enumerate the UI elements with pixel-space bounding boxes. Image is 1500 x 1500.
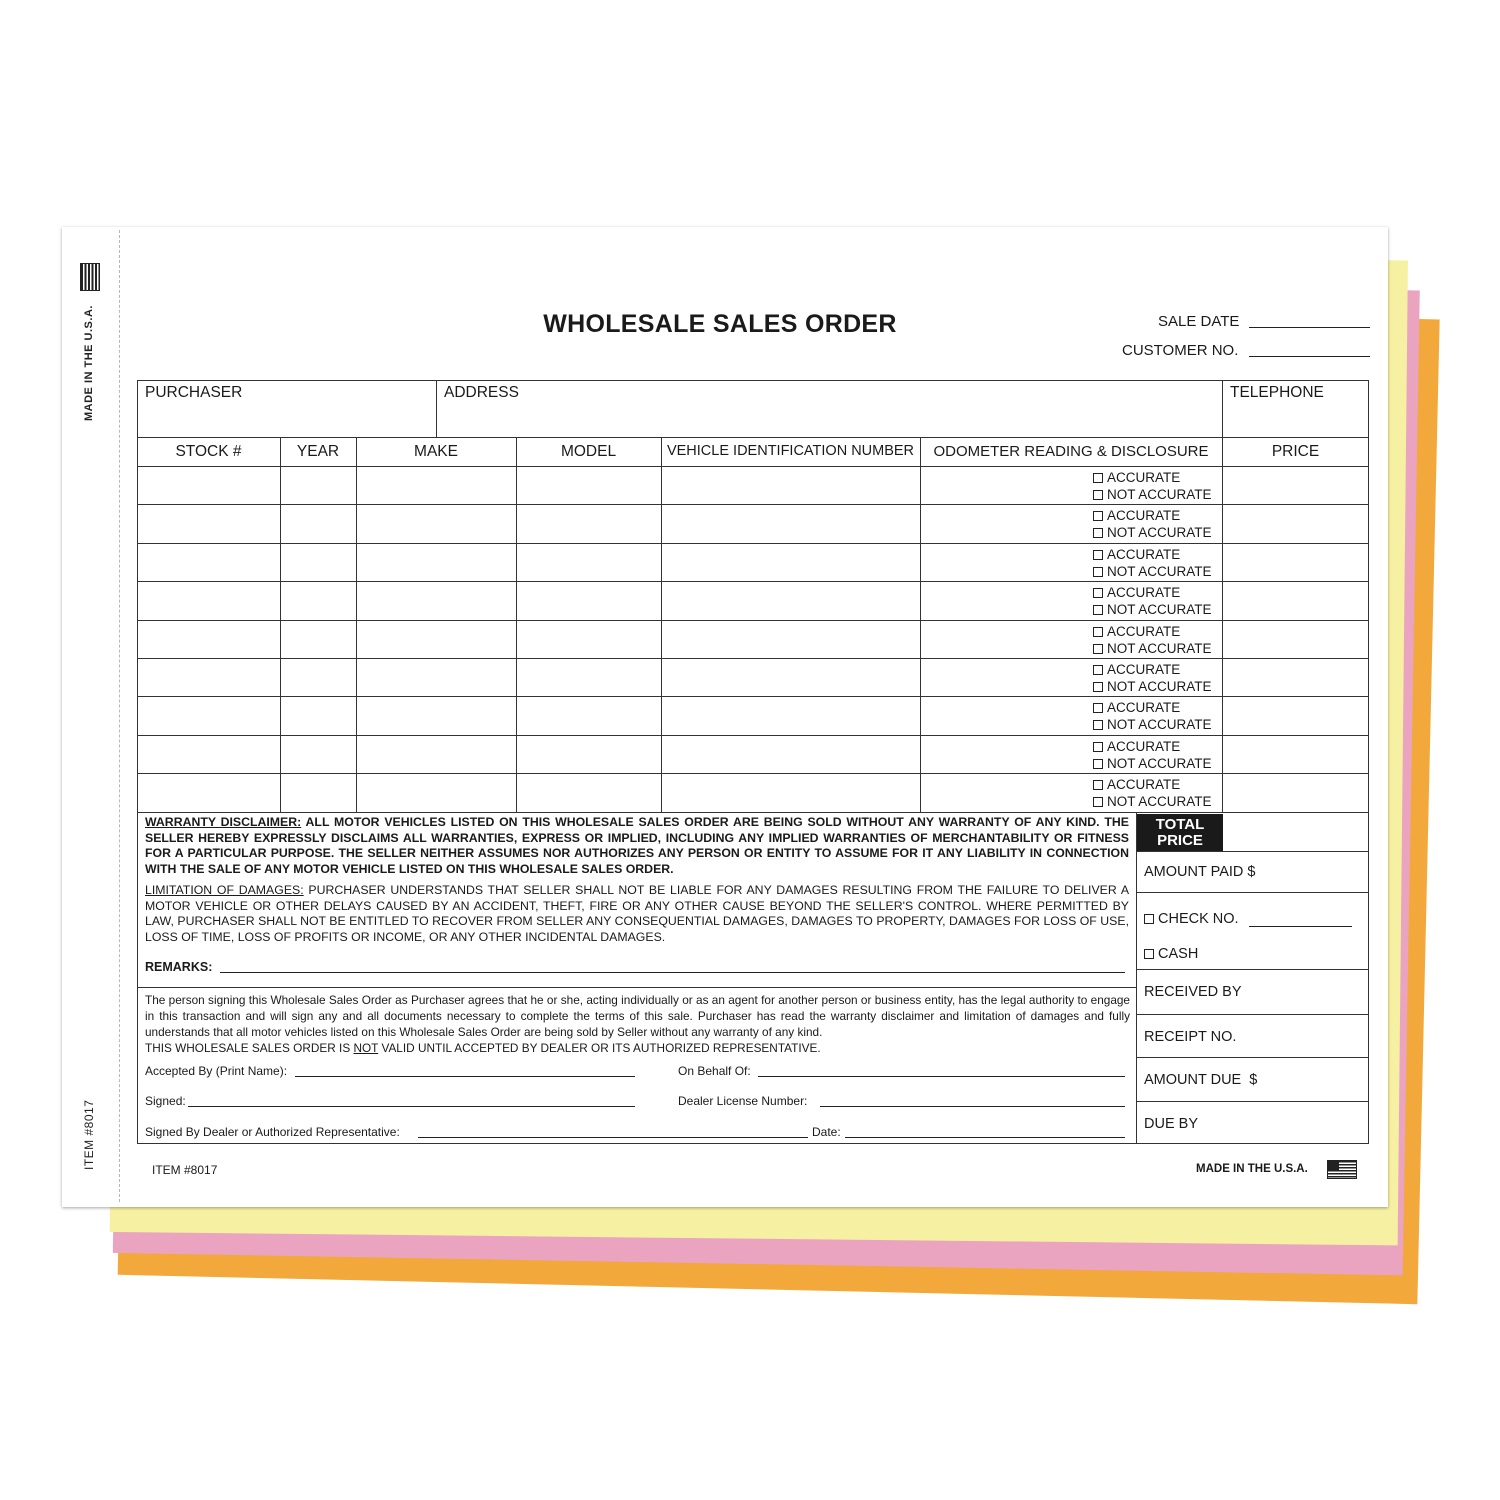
divider [1136,851,1369,852]
odometer-accurate-checkbox-label: ACCURATE [1107,508,1181,524]
checkbox-square-icon [1144,949,1154,959]
dealer-license-field[interactable] [820,1106,1125,1107]
odometer-accurate-checkbox[interactable] [1093,739,1180,754]
customer-no-label: CUSTOMER NO. [1122,342,1239,359]
odometer-accurate-checkbox[interactable] [1093,662,1180,677]
cash-checkbox[interactable] [1144,946,1198,962]
divider [1136,1101,1369,1102]
signed-by-dealer-field[interactable] [418,1137,808,1138]
due-by-field[interactable]: DUE BY [1144,1116,1198,1132]
odometer-accurate-checkbox-label: ACCURATE [1107,738,1181,754]
checkbox-square-icon [1093,759,1103,769]
on-behalf-of-label: On Behalf Of: [678,1064,751,1078]
odometer-not-accurate-checkbox[interactable] [1093,602,1212,617]
date-field[interactable] [845,1137,1125,1138]
odometer-accurate-checkbox[interactable] [1093,470,1180,485]
notice-not: NOT [353,1041,379,1055]
divider [1136,892,1369,893]
item-number: ITEM #8017 [152,1163,218,1177]
warranty-heading: WARRANTY DISCLAIMER: [145,815,302,829]
odometer-accurate-checkbox-label: ACCURATE [1107,546,1181,562]
divider [1136,969,1369,970]
side-item-number: ITEM #8017 [82,1099,96,1170]
address-field[interactable]: ADDRESS [444,384,519,401]
col-header-stock: STOCK # [175,443,242,460]
odometer-not-accurate-checkbox-label: NOT ACCURATE [1107,717,1212,733]
accepted-by-label: Accepted By (Print Name): [145,1064,288,1078]
checkbox-square-icon [1093,720,1103,730]
signed-label: Signed: [145,1094,186,1108]
agreement-text: The person signing this Wholesale Sales Order as Purchaser agrees that he or she, acting individually or as an agent for another person or business entity, has the legal authority to engage in this transaction and will sign any and all documents necessary to complete the terms of this sale. Purchaser has read the warranty disclaimer and limitation of damages and fully understands that all motor vehicles listed on this Wholesale Sales Order are being sold by Seller without any warranty of any kind. [145,993,1130,1039]
us-flag-icon [1327,1160,1357,1179]
odometer-not-accurate-checkbox[interactable] [1093,794,1212,809]
us-flag-icon [80,263,100,291]
dealer-license-label: Dealer License Number: [678,1094,808,1108]
limitation-of-damages [145,883,1129,945]
signed-field[interactable] [188,1106,635,1107]
odometer-not-accurate-checkbox-label: NOT ACCURATE [1107,679,1212,694]
limitation-body: PURCHASER UNDERSTANDS THAT SELLER SHALL NOT BE LIABLE FOR ANY DAMAGES RESULTING FROM THE FAILURE TO DELIVER A MOTOR VEHICLE OR OTHER DELAYS CAUSED BY AN ACCIDENT, THEFT, FIRE OR ANY OTHER CAUSE BEYOND THE SELLER'S CONTROL. WHERE PERMITTED BY LAW, PURCHASER SHALL NOT BE ENTITLED TO RECOVER FROM SELLER ANY CONSEQUENTIAL DAMAGES, DAMAGES TO PROPERTY, DAMAGES FOR LOSS OF USE, LOSS OF TIME, LOSS OF PROFITS OR INCOME, OR ANY OTHER INCIDENTAL DAMAGES. [145,883,1130,944]
divider [137,812,1369,813]
checkbox-square-icon [1093,682,1103,692]
odometer-not-accurate-checkbox-label: NOT ACCURATE [1107,487,1212,502]
accepted-by-field[interactable] [295,1076,635,1077]
divider [1136,1057,1369,1058]
limitation-heading: LIMITATION OF DAMAGES: [145,883,304,897]
col-header-vin: VEHICLE IDENTIFICATION NUMBER [666,443,915,459]
form-title: WHOLESALE SALES ORDER [543,310,897,338]
divider [137,437,1369,438]
odometer-not-accurate-checkbox-label: NOT ACCURATE [1107,563,1212,579]
checkbox-square-icon [1093,627,1103,637]
odometer-accurate-checkbox-label: ACCURATE [1107,470,1181,485]
check-no-field[interactable] [1249,926,1352,927]
odometer-accurate-checkbox[interactable] [1093,508,1180,523]
odometer-not-accurate-checkbox[interactable] [1093,564,1212,579]
checkbox-square-icon [1093,644,1103,654]
telephone-field[interactable]: TELEPHONE [1230,384,1324,401]
odometer-accurate-checkbox-label: ACCURATE [1107,777,1181,793]
perforation-line [119,230,120,1202]
divider [1136,1014,1369,1015]
signed-by-dealer-label: Signed By Dealer or Authorized Representative: [145,1125,400,1139]
odometer-not-accurate-checkbox-label: NOT ACCURATE [1107,794,1212,810]
remarks-label: REMARKS: [145,960,213,974]
cash-label: CASH [1158,946,1199,962]
validity-notice [145,1040,1130,1056]
odometer-accurate-checkbox[interactable] [1093,585,1180,600]
received-by-field[interactable]: RECEIVED BY [1144,984,1242,1000]
odometer-accurate-checkbox[interactable] [1093,700,1180,715]
sale-date-field[interactable] [1249,327,1370,328]
date-label: Date: [812,1125,841,1139]
checkbox-square-icon [1093,550,1103,560]
on-behalf-of-field[interactable] [758,1076,1125,1077]
col-header-odometer: ODOMETER READING & DISCLOSURE [933,443,1209,460]
checkbox-square-icon [1093,780,1103,790]
col-header-year: YEAR [296,443,340,460]
purchaser-field[interactable]: PURCHASER [145,384,243,401]
odometer-accurate-checkbox-label: ACCURATE [1107,662,1181,677]
odometer-accurate-checkbox-label: ACCURATE [1107,623,1181,639]
amount-paid-field[interactable]: AMOUNT PAID $ [1144,864,1256,880]
notice-text: THIS WHOLESALE SALES ORDER IS [145,1041,354,1055]
divider [1136,813,1137,1144]
odometer-not-accurate-checkbox[interactable] [1093,756,1212,771]
checkbox-square-icon [1093,528,1103,538]
odometer-not-accurate-checkbox[interactable] [1093,525,1212,540]
amount-due-field[interactable]: AMOUNT DUE $ [1144,1072,1258,1088]
odometer-not-accurate-checkbox-label: NOT ACCURATE [1107,525,1212,541]
odometer-not-accurate-checkbox[interactable] [1093,717,1212,732]
col-header-model: MODEL [560,443,617,460]
notice-text: VALID UNTIL ACCEPTED BY DEALER OR ITS AUTHORIZED REPRESENTATIVE. [378,1041,821,1055]
warranty-body: ALL MOTOR VEHICLES LISTED ON THIS WHOLESALE SALES ORDER ARE BEING SOLD WITHOUT ANY WARRANTY OF ANY KIND. THE SELLER HEREBY EXPRESSLY DISCLAIMS ALL WARRANTIES, EXPRESS OR IMPLIED, INCLUDING ANY IMPLIED WARRANTIES OF MERCHANTABILITY OR FITNESS FOR A PARTICULAR PURPOSE. THE SELLER NEITHER ASSUMES NOR AUTHORIZES ANY PERSON OR ENTITY TO ASSUME FOR IT ANY LIABILITY IN CONNECTION WITH THE SALE OF ANY MOTOR VEHICLE LISTED ON THIS WHOLESALE SALES ORDER. [145,815,1129,876]
checkbox-square-icon [1093,567,1103,577]
total-price-label: TOTAL PRICE [1137,814,1223,851]
checkbox-square-icon [1093,490,1103,500]
odometer-accurate-checkbox-label: ACCURATE [1107,585,1181,601]
checkbox-square-icon [1093,665,1103,675]
side-made-in-usa: MADE IN THE U.S.A. [83,305,95,421]
checkbox-square-icon [1093,473,1103,483]
odometer-not-accurate-checkbox-label: NOT ACCURATE [1107,602,1212,618]
check-no-label: CHECK NO. [1158,911,1239,927]
col-header-make: MAKE [414,443,458,460]
made-in-usa: MADE IN THE U.S.A. [1196,1163,1308,1175]
check-no-checkbox[interactable] [1144,911,1239,927]
sale-date-label: SALE DATE [1158,313,1240,330]
checkbox-square-icon [1093,588,1103,598]
total-price-field[interactable] [1223,814,1368,851]
odometer-accurate-checkbox[interactable] [1093,777,1180,792]
receipt-no-field[interactable]: RECEIPT NO. [1144,1029,1237,1045]
odometer-accurate-checkbox-label: ACCURATE [1107,700,1181,716]
odometer-not-accurate-checkbox[interactable] [1093,679,1212,694]
checkbox-square-icon [1093,742,1103,752]
col-header-price: PRICE [1271,443,1320,460]
odometer-accurate-checkbox[interactable] [1093,624,1180,639]
remarks-field[interactable] [220,972,1125,973]
divider [137,987,1136,988]
customer-no-field[interactable] [1249,356,1370,357]
divider [436,380,437,438]
warranty-disclaimer [145,815,1129,877]
checkbox-square-icon [1093,797,1103,807]
odometer-not-accurate-checkbox[interactable] [1093,487,1212,502]
odometer-accurate-checkbox[interactable] [1093,547,1180,562]
checkbox-square-icon [1093,703,1103,713]
checkbox-square-icon [1093,605,1103,615]
odometer-not-accurate-checkbox[interactable] [1093,641,1212,656]
odometer-not-accurate-checkbox-label: NOT ACCURATE [1107,640,1212,656]
checkbox-square-icon [1144,914,1154,924]
odometer-not-accurate-checkbox-label: NOT ACCURATE [1107,755,1212,771]
checkbox-square-icon [1093,511,1103,521]
